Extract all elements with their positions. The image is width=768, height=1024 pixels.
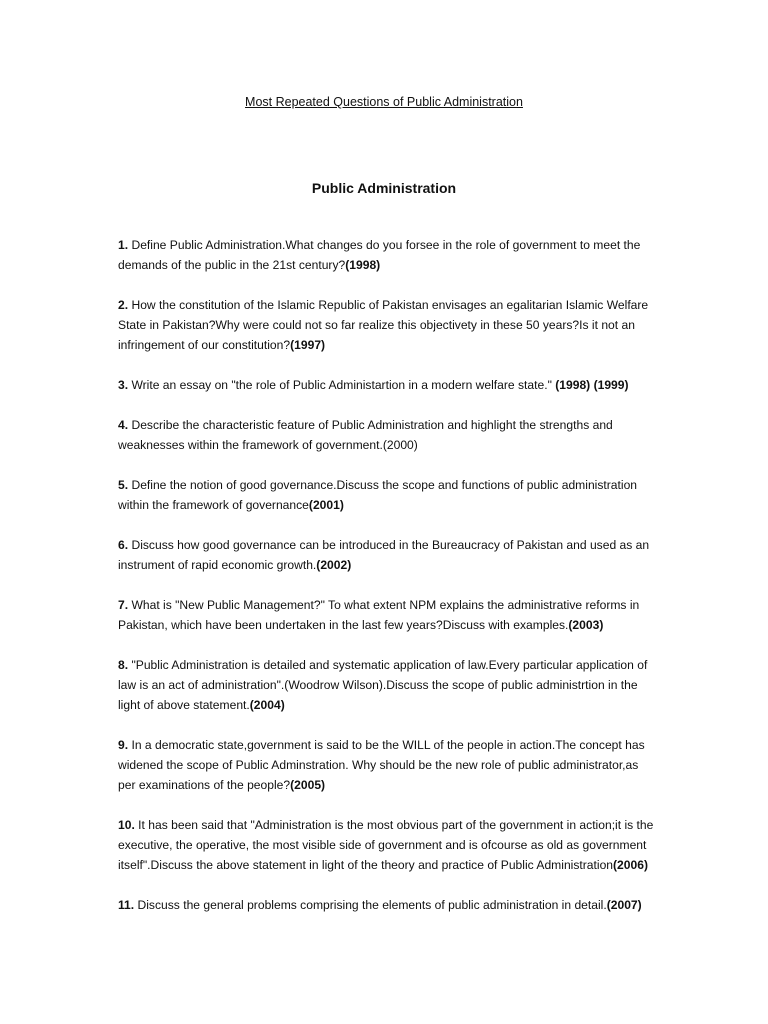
question-number: 4. [118,418,129,432]
question-year: (1998) [345,258,381,272]
question-year: (1998) (1999) [555,378,629,392]
question-item [118,595,658,635]
question-year: (2001) [308,498,344,512]
question-number: 11. [118,898,135,912]
question-year: (2003) [568,618,604,632]
question-number: 7. [118,598,129,612]
question-item [118,235,658,275]
question-year: (2000) [382,438,418,452]
question-text: "Public Administration is detailed and systematic application of law.Every particular application of law is an act of administration".(Woodrow Wilson).Discuss the scope of public administrtion in the light of above statement. [118,658,648,712]
question-item [118,415,658,455]
question-number: 10. [118,818,135,832]
question-text: In a democratic state,government is said to be the WILL of the people in action.The concept has widened the scope of Public Adminstration. Why should be the new role of public administrator,as per examinations of the people? [118,738,645,792]
question-list [118,235,658,935]
question-year: (2005) [290,778,326,792]
question-year: (2006) [613,858,648,872]
question-number: 6. [118,538,129,552]
question-year: (2004) [249,698,285,712]
question-number: 8. [118,658,129,672]
question-item [118,735,658,795]
question-text: Write an essay on "the role of Public Administartion in a modern welfare state." [128,378,556,392]
question-year: (2007) [606,898,642,912]
question-number: 3. [118,378,129,392]
question-text: Discuss how good governance can be introduced in the Bureaucracy of Pakistan and used as an instrument of rapid economic growth. [118,538,650,572]
question-number: 5. [118,478,129,492]
question-item [118,895,658,915]
section-heading: Public Administration [311,180,457,196]
question-number: 2. [118,298,129,312]
question-text: What is "New Public Management?" To what extent NPM explains the administrative reforms in Pakistan, which have been undertaken in the last few years?Discuss with examples. [118,598,640,632]
question-year: (2002) [316,558,352,572]
question-item [118,295,658,355]
question-year: (1997) [290,338,326,352]
question-text: How the constitution of the Islamic Republic of Pakistan envisages an egalitarian Islamic Welfare State in Pakistan?Why were could not so far realize this objectivety in these 50 years?Is it not an infringement of our constitution? [118,298,649,352]
document-title: Most Repeated Questions of Public Administration [245,95,523,109]
question-item [118,475,658,515]
question-text: Define Public Administration.What changes do you forsee in the role of government to meet the demands of the public in the 21st century? [118,238,641,272]
question-item [118,375,658,395]
question-text: Discuss the general problems comprising the elements of public administration in detail. [134,898,607,912]
question-text: Define the notion of good governance.Discuss the scope and functions of public administration within the framework of governance [118,478,638,512]
question-item [118,535,658,575]
question-item [118,815,658,875]
question-text: Describe the characteristic feature of Public Administration and highlight the strengths and weaknesses within the framework of government. [118,418,613,452]
question-number: 1. [118,238,129,252]
question-number: 9. [118,738,129,752]
question-text: It has been said that "Administration is the most obvious part of the government in action;it is the executive, the operative, the most visible side of government and is ofcourse as old as government itself".Discuss the above statement in light of the theory and practice of Public Administration [118,818,654,872]
question-item [118,655,658,715]
